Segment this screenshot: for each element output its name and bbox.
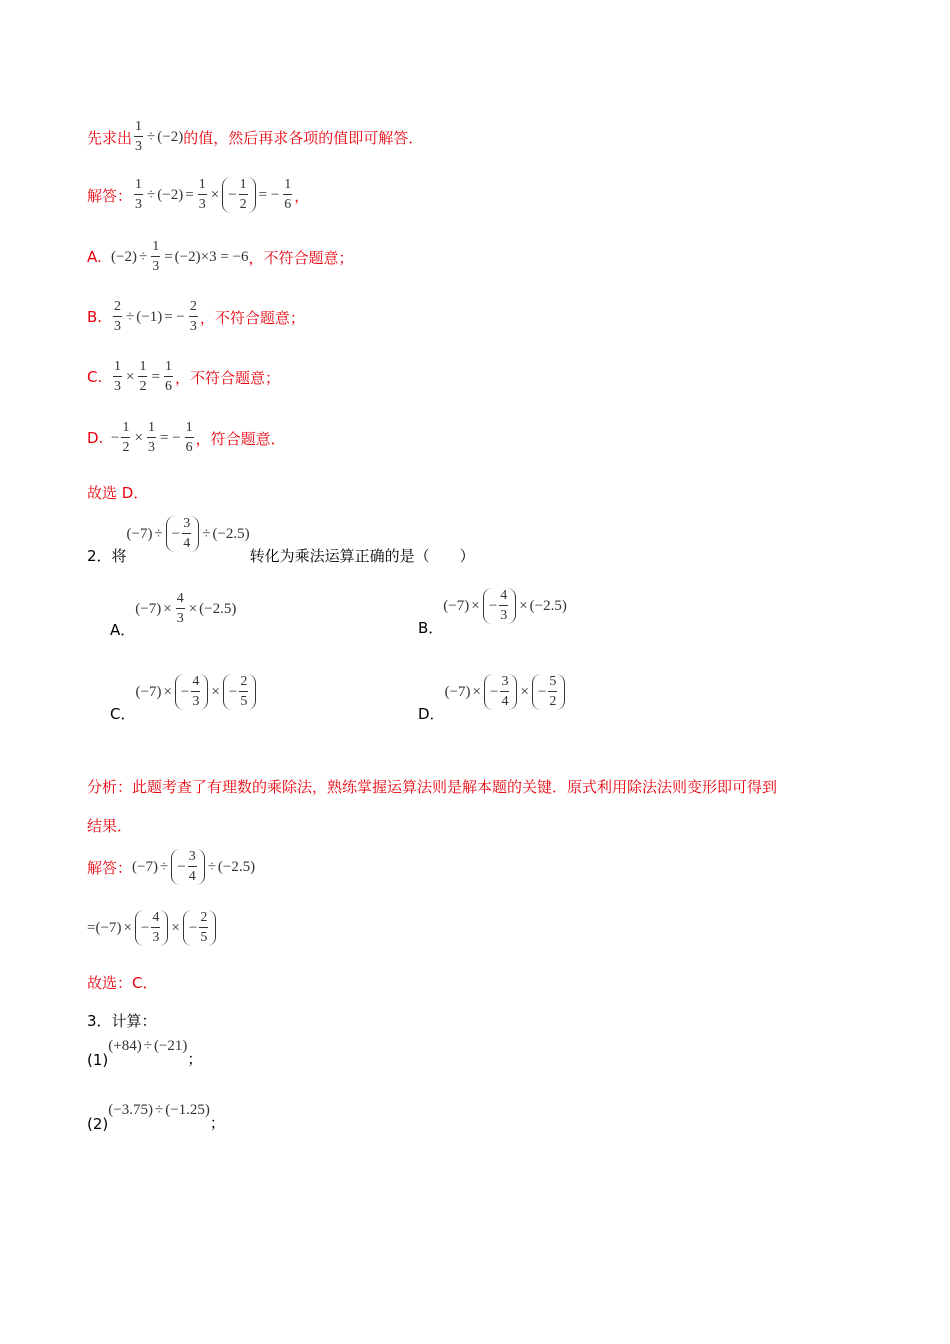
option-a-formula: ( −2 ) ÷ $\frac{1}{3}$ = ( −2 ) ×3 = −6 xyxy=(111,239,249,274)
hint-formula: $\frac{1}{3}$ ÷ ( −2 ) xyxy=(135,119,184,154)
solution2-step-formula: = ( −7 ) × − $\frac{4}{3}$ × − $\frac{2}{5}$ xyxy=(87,910,217,946)
hint-prefix: 先求出 xyxy=(87,128,133,147)
analysis-line-2: 结果． xyxy=(87,817,133,835)
analysis-line-1: 分析：此题考查了有理数的乘除法，熟练掌握运算法则是解本题的关键．原式利用除法法则变形即可得到 xyxy=(87,778,778,796)
choice-d[interactable]: D． ( −7 ) × − $\frac{3}{4}$ × − $\frac{5}{2}$ xyxy=(418,688,566,724)
choice-a[interactable]: A． ( −7 ) × $\frac{4}{3}$ × ( −2.5 ) xyxy=(110,591,237,639)
option-c-formula: $\frac{1}{3}$ × $\frac{1}{2}$ = $\frac{1}{6}$ xyxy=(114,359,172,394)
option-b-formula: $\frac{2}{3}$ ÷ ( −1 ) = − $\frac{2}{3}$ xyxy=(114,299,197,334)
question-2-formula: ( −7 ) ÷ − $\frac{3}{4}$ ÷ ( −2.5 ) xyxy=(126,516,250,551)
choice-b[interactable]: B． ( −7 ) × − $\frac{4}{3}$ × ( −2.5 ) xyxy=(418,588,567,637)
choice-c-formula: ( −7 ) × − $\frac{4}{3}$ × − $\frac{2}{5}$ xyxy=(135,674,257,710)
question-3-item-2: (2) ( −3.75 ) ÷ ( −1.25 ) ； xyxy=(87,1102,225,1133)
choice-b-formula: ( −7 ) × − $\frac{4}{3}$ × ( −2.5 ) xyxy=(443,588,567,623)
solution1-label: 解答： xyxy=(87,186,133,205)
option-d-analysis: D. − $\frac{1}{2}$ × $\frac{1}{3}$ = − $\frac{1}{6}$ ，符合题意． xyxy=(87,420,286,455)
hint-suffix: 的值，然后再求各项的值即可解答． xyxy=(183,128,424,147)
question-3-item-1: (1) ( +84 ) ÷ ( −21 ) ； xyxy=(87,1038,203,1069)
hint-line xyxy=(87,120,423,154)
solution2-line: 解答： ( −7 ) ÷ − $\frac{3}{4}$ ÷ ( −2.5 ) xyxy=(87,849,256,884)
choice-c[interactable]: C． ( −7 ) × − $\frac{4}{3}$ × − $\frac{2}{5}$ xyxy=(110,688,257,724)
question-3-title: 3．计算： xyxy=(87,1012,157,1030)
option-a-analysis: A. ( −2 ) ÷ $\frac{1}{3}$ = ( −2 ) ×3 = −6 ，不符合题意； xyxy=(87,239,354,274)
answer-1: 故选 D． xyxy=(87,484,149,502)
option-d-formula: − $\frac{1}{2}$ × $\frac{1}{3}$ = − $\frac{1}{6}$ xyxy=(111,420,193,455)
answer-2: 故选：C． xyxy=(87,974,158,992)
solution2-step xyxy=(87,910,217,946)
solution2-formula: ( −7 ) ÷ − $\frac{3}{4}$ ÷ ( −2.5 ) xyxy=(132,849,256,884)
solution1-line: 解答： $\frac{1}{3}$ ÷ ( −2 ) = $\frac{1}{3}$ × − $\frac{1}{2}$ = − $\frac{1}{6}$ ， xyxy=(87,177,310,212)
choice-d-formula: ( −7 ) × − $\frac{3}{4}$ × − $\frac{5}{2}$ xyxy=(445,674,567,710)
question-2: 2．将 ( −7 ) ÷ − $\frac{3}{4}$ ÷ ( −2.5 ) 转化为乘法运算正确的是（ ） xyxy=(87,516,475,565)
choice-a-formula: ( −7 ) × $\frac{4}{3}$ × ( −2.5 ) xyxy=(135,591,237,626)
solution1-formula: $\frac{1}{3}$ ÷ ( −2 ) = $\frac{1}{3}$ × − $\frac{1}{2}$ = − $\frac{1}{6}$ xyxy=(135,177,292,212)
option-c-analysis: C. $\frac{1}{3}$ × $\frac{1}{2}$ = $\frac{1}{6}$ ，不符合题意； xyxy=(87,359,280,394)
option-b-analysis: B. $\frac{2}{3}$ ÷ ( −1 ) = − $\frac{2}{3}$ ，不符合题意； xyxy=(87,299,305,334)
